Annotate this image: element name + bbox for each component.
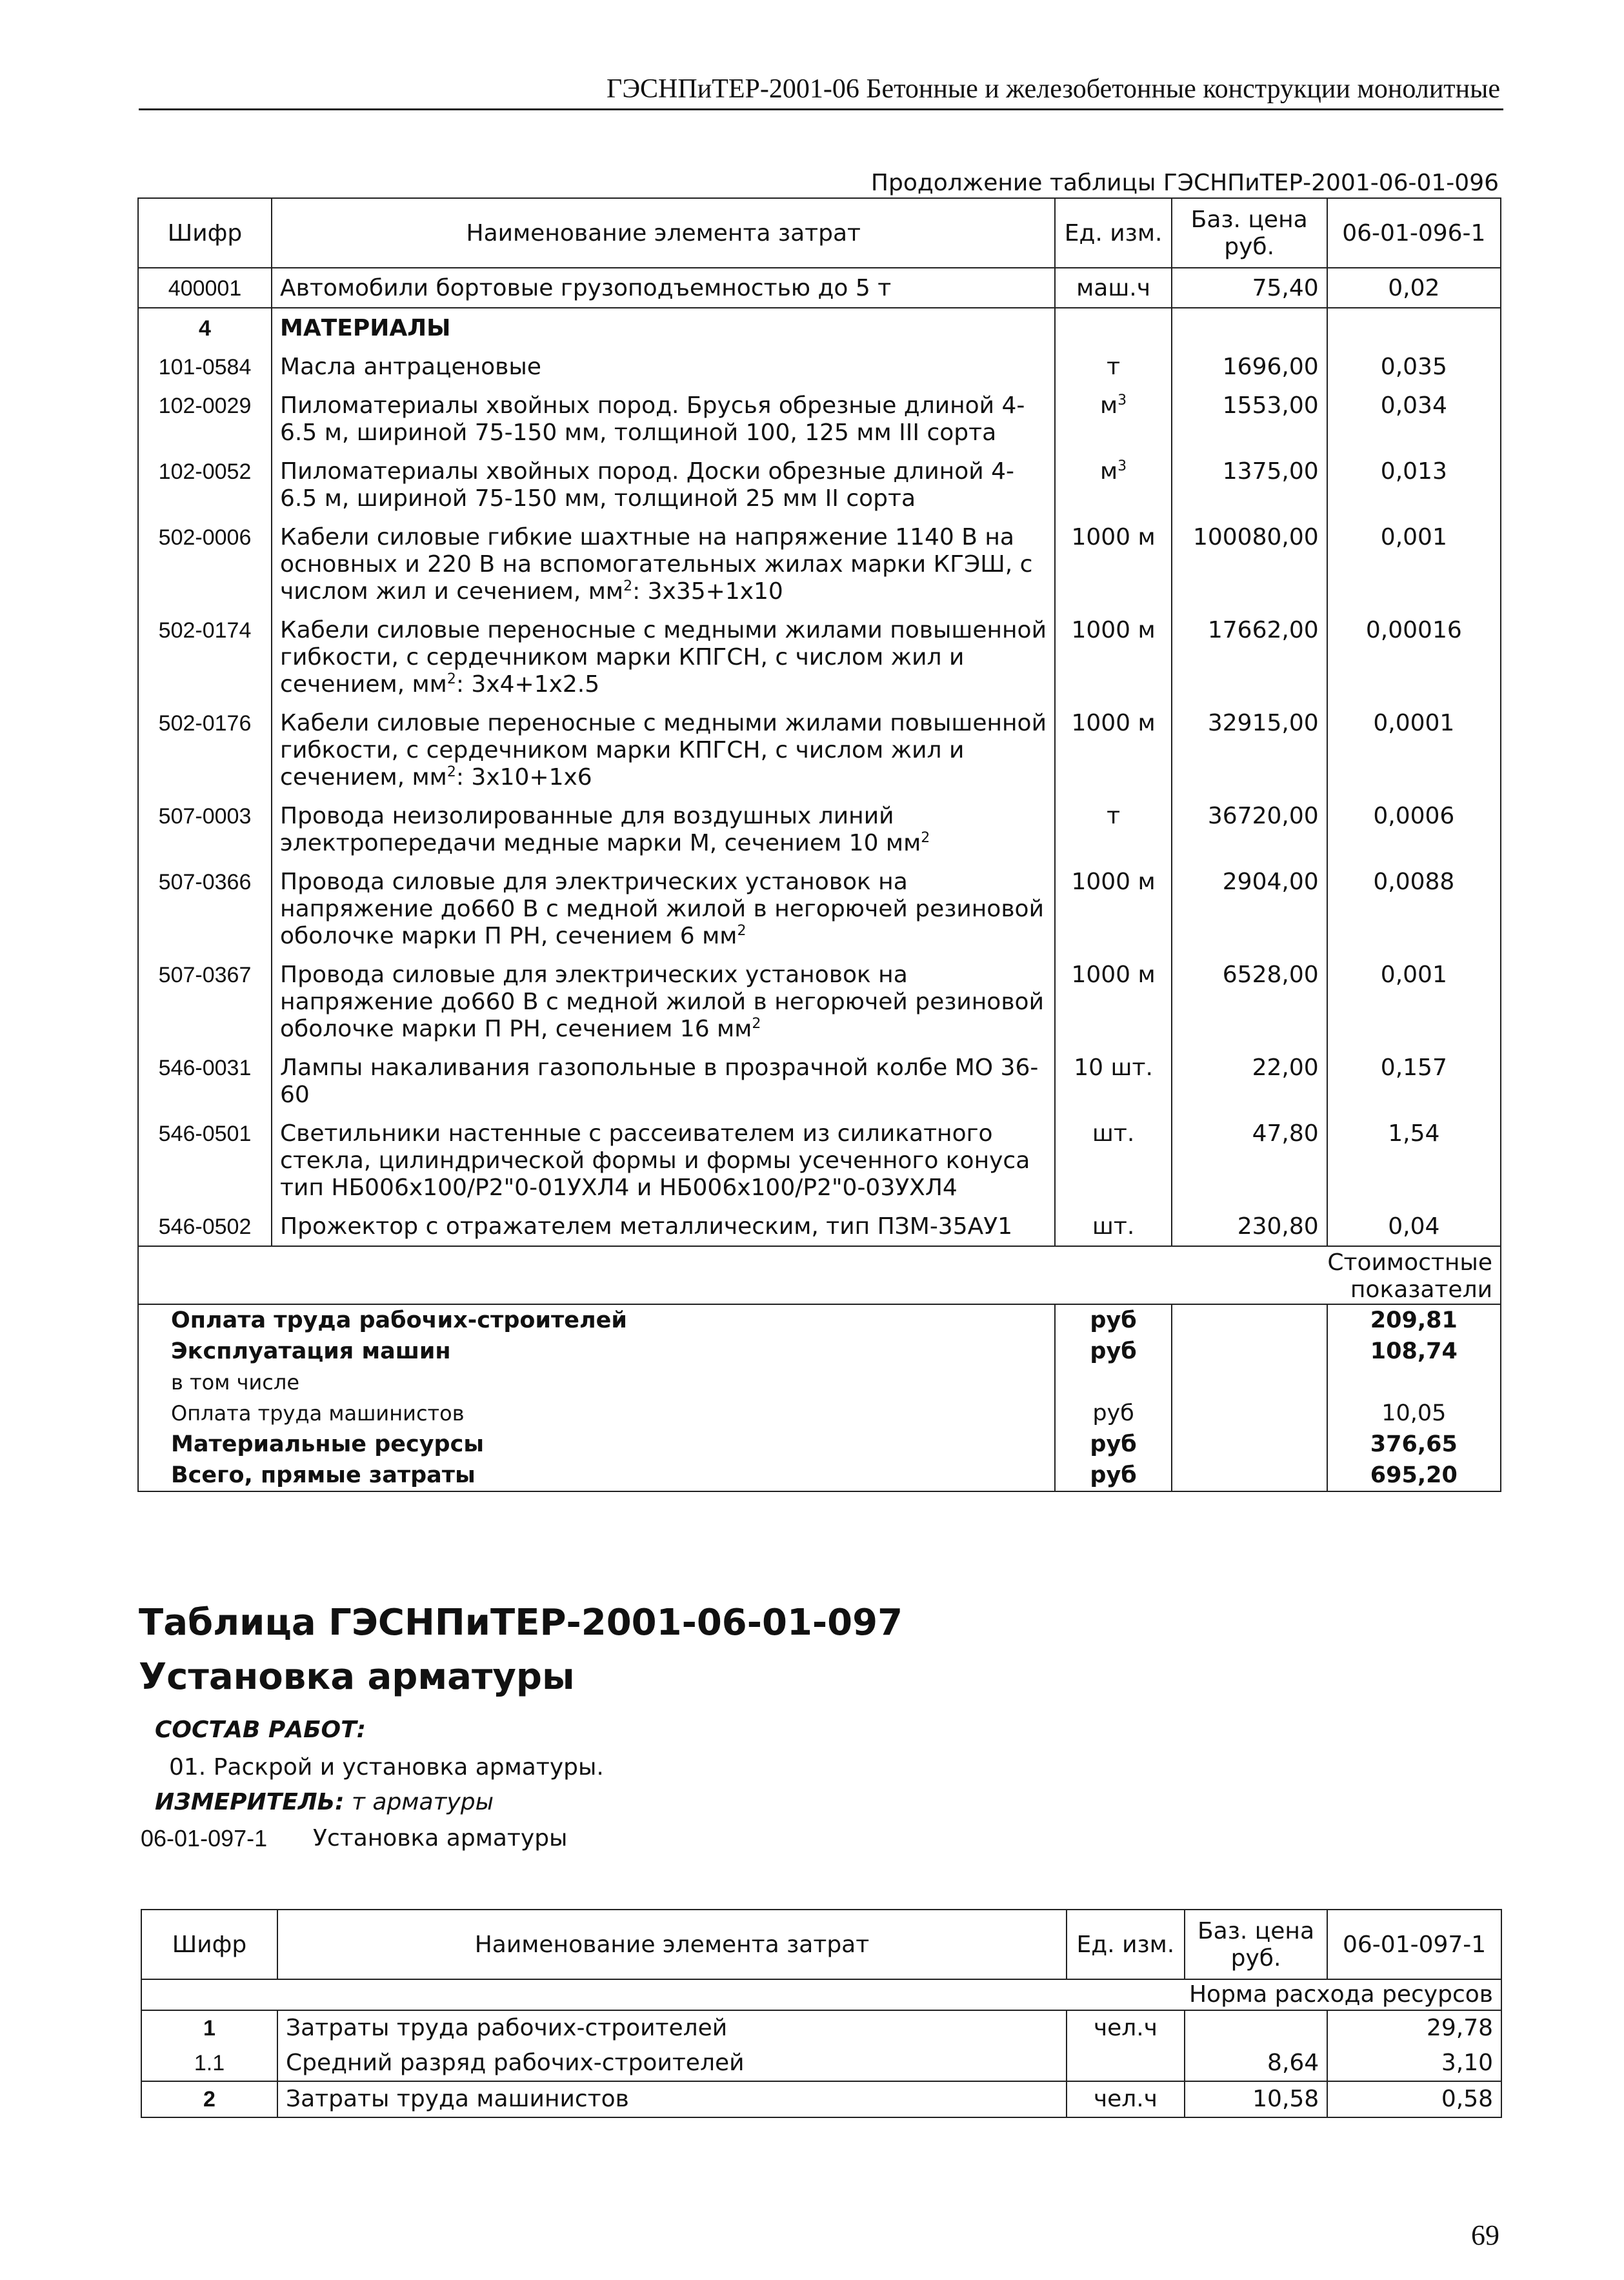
cell-price: 17662,00 bbox=[1172, 610, 1327, 703]
cell-name: Провода неизолированные для воздушных линий электропередачи медные марки М, сечением 10 $мм^2$ bbox=[272, 796, 1055, 862]
works-item: 01. Раскрой и установка арматуры. bbox=[169, 1754, 604, 1781]
summary-label: Оплата труда рабочих-строителей bbox=[138, 1304, 1055, 1336]
cell-price: 36720,00 bbox=[1172, 796, 1327, 862]
cell-unit: 1000 м bbox=[1055, 862, 1171, 955]
table-row bbox=[141, 2046, 1501, 2081]
cell-price: 230,80 bbox=[1172, 1207, 1327, 1246]
cell-name: Средний разряд рабочих-строителей bbox=[277, 2046, 1067, 2081]
table-body bbox=[141, 2010, 1501, 2117]
table-row bbox=[138, 1207, 1501, 1246]
cell-unit: чел.ч bbox=[1067, 2081, 1185, 2117]
cell-name: Прожектор с отражателем металлическим, тип ПЗМ-35АУ1 bbox=[272, 1207, 1055, 1246]
section-subtitle: Установка арматуры bbox=[139, 1656, 575, 1698]
cell-name: МАТЕРИАЛЫ bbox=[272, 308, 1055, 347]
table-row bbox=[138, 347, 1501, 386]
summary-unit: руб bbox=[1055, 1460, 1171, 1491]
cell-unit: маш.ч bbox=[1055, 268, 1171, 308]
summary-value: 209,81 bbox=[1327, 1304, 1501, 1336]
table-row bbox=[138, 268, 1501, 308]
summary-row bbox=[138, 1367, 1501, 1398]
cell-norm: 0,035 bbox=[1327, 347, 1501, 386]
cell-norm: 0,157 bbox=[1327, 1048, 1501, 1114]
table-row bbox=[138, 703, 1501, 796]
table-row bbox=[141, 2081, 1501, 2117]
cell-norm: 0,013 bbox=[1327, 452, 1501, 518]
cell-unit: чел.ч bbox=[1067, 2010, 1185, 2046]
cell-price: 22,00 bbox=[1172, 1048, 1327, 1114]
works-label: СОСТАВ РАБОТ: bbox=[155, 1717, 366, 1743]
cell-unit: т bbox=[1055, 347, 1171, 386]
rate-name: Установка арматуры bbox=[313, 1825, 568, 1851]
summary-row bbox=[138, 1398, 1501, 1429]
cell-code: 546-0031 bbox=[138, 1048, 272, 1114]
cell-code: 102-0052 bbox=[138, 452, 272, 518]
cell-name: Затраты труда машинистов bbox=[277, 2081, 1067, 2117]
summary-row bbox=[138, 1304, 1501, 1336]
table-row bbox=[138, 308, 1501, 347]
cell-unit: $м^3$ bbox=[1055, 386, 1171, 452]
cell-norm bbox=[1327, 308, 1501, 347]
cell-unit: 1000 м bbox=[1055, 518, 1171, 610]
cell-unit: т bbox=[1055, 796, 1171, 862]
col-header-norm: 06-01-097-1 bbox=[1327, 1910, 1501, 1979]
cell-code: 102-0029 bbox=[138, 386, 272, 452]
summary-label: Оплата труда машинистов bbox=[138, 1398, 1055, 1429]
cell-unit: 1000 м bbox=[1055, 955, 1171, 1048]
cell-code: 502-0174 bbox=[138, 610, 272, 703]
page-number: 69 bbox=[1471, 2219, 1499, 2251]
summary-label: Материальные ресурсы bbox=[138, 1429, 1055, 1460]
table-row bbox=[138, 1048, 1501, 1114]
summary-unit: руб bbox=[1055, 1336, 1171, 1367]
cell-norm: 0,04 bbox=[1327, 1207, 1501, 1246]
cell-unit: шт. bbox=[1055, 1207, 1171, 1246]
meter-label: ИЗМЕРИТЕЛЬ: bbox=[155, 1789, 345, 1815]
cell-name: Кабели силовые переносные с медными жилами повышенной гибкости, с сердечником марки КПГСН, с числом жил и сечением, $мм^2$: 3х10+1х6 bbox=[272, 703, 1055, 796]
summary-value: 10,05 bbox=[1327, 1398, 1501, 1429]
rate-code: 06-01-097-1 bbox=[141, 1825, 268, 1851]
cell-price bbox=[1185, 2010, 1327, 2046]
cell-norm: 0,0006 bbox=[1327, 796, 1501, 862]
table-row bbox=[138, 610, 1501, 703]
summary-value bbox=[1327, 1367, 1501, 1398]
col-header-norm: 06-01-096-1 bbox=[1327, 198, 1501, 268]
cell-norm: 0,0088 bbox=[1327, 862, 1501, 955]
cell-unit bbox=[1055, 308, 1171, 347]
cell-name: Светильники настенные с рассеивателем из силикатного стекла, цилиндрической формы и формы усеченного конуса тип НБ006х100/Р2"0-01УХЛ4 и НБ006х100/Р2"0-03УХЛ4 bbox=[272, 1114, 1055, 1207]
cell-price: 32915,00 bbox=[1172, 703, 1327, 796]
cell-norm: 3,10 bbox=[1327, 2046, 1501, 2081]
summary-row bbox=[138, 1429, 1501, 1460]
cell-norm: 0,001 bbox=[1327, 518, 1501, 610]
table-row bbox=[138, 518, 1501, 610]
table-row bbox=[138, 955, 1501, 1048]
cell-name: Автомобили бортовые грузоподъемностью до 5 т bbox=[272, 268, 1055, 308]
summary-value: 376,65 bbox=[1327, 1429, 1501, 1460]
table-row bbox=[138, 862, 1501, 955]
cell-name: Лампы накаливания газопольные в прозрачной колбе МО 36-60 bbox=[272, 1048, 1055, 1114]
col-header-unit: Ед. изм. bbox=[1067, 1910, 1185, 1979]
cell-price: 6528,00 bbox=[1172, 955, 1327, 1048]
cell-price: 10,58 bbox=[1185, 2081, 1327, 2117]
cell-code: 4 bbox=[138, 308, 272, 347]
table-row bbox=[138, 1114, 1501, 1207]
summary-label: в том числе bbox=[138, 1367, 1055, 1398]
cell-price: 1375,00 bbox=[1172, 452, 1327, 518]
cell-price: 1696,00 bbox=[1172, 347, 1327, 386]
continuation-caption: Продолжение таблицы ГЭСНПиТЕР-2001-06-01-096 bbox=[870, 170, 1499, 196]
col-header-name: Наименование элемента затрат bbox=[272, 198, 1055, 268]
summary-price-empty bbox=[1172, 1336, 1327, 1367]
summary-row bbox=[138, 1336, 1501, 1367]
section-title: Таблица ГЭСНПиТЕР-2001-06-01-097 bbox=[139, 1602, 903, 1644]
table-row bbox=[138, 796, 1501, 862]
cell-code: 502-0006 bbox=[138, 518, 272, 610]
summary-unit bbox=[1055, 1367, 1171, 1398]
cell-unit: 1000 м bbox=[1055, 610, 1171, 703]
summary-row bbox=[138, 1460, 1501, 1491]
cell-norm: 0,02 bbox=[1327, 268, 1501, 308]
cell-code: 101-0584 bbox=[138, 347, 272, 386]
summary-value: 695,20 bbox=[1327, 1460, 1501, 1491]
cell-name: Масла антраценовые bbox=[272, 347, 1055, 386]
cell-unit: шт. bbox=[1055, 1114, 1171, 1207]
table-row bbox=[138, 386, 1501, 452]
summary-value: 108,74 bbox=[1327, 1336, 1501, 1367]
cell-code: 507-0003 bbox=[138, 796, 272, 862]
cell-price: 75,40 bbox=[1172, 268, 1327, 308]
col-header-price: Баз. цена руб. bbox=[1185, 1910, 1327, 1979]
cell-unit: 10 шт. bbox=[1055, 1048, 1171, 1114]
cell-unit bbox=[1067, 2046, 1185, 2081]
cell-code: 400001 bbox=[138, 268, 272, 308]
summary-block bbox=[138, 1304, 1501, 1491]
cell-norm: 0,001 bbox=[1327, 955, 1501, 1048]
cell-norm: 0,0001 bbox=[1327, 703, 1501, 796]
cell-norm: 0,58 bbox=[1327, 2081, 1501, 2117]
table-body bbox=[138, 268, 1501, 1246]
summary-label: Всего, прямые затраты bbox=[138, 1460, 1055, 1491]
cell-code: 2 bbox=[141, 2081, 277, 2117]
cell-name: Затраты труда рабочих-строителей bbox=[277, 2010, 1067, 2046]
cost-caption: Стоимостные показатели bbox=[1172, 1246, 1501, 1304]
cost-table-097 bbox=[141, 1909, 1502, 2118]
table-row bbox=[138, 452, 1501, 518]
cell-code: 502-0176 bbox=[138, 703, 272, 796]
summary-price-empty bbox=[1172, 1460, 1327, 1491]
summary-price-empty bbox=[1172, 1304, 1327, 1336]
col-header-code: Шифр bbox=[138, 198, 272, 268]
cell-price: 100080,00 bbox=[1172, 518, 1327, 610]
cell-name: Кабели силовые гибкие шахтные на напряжение 1140 В на основных и 220 В на вспомогательных жилах марки КГЭШ, с числом жил и сечением, $мм^2$: 3х35+1х10 bbox=[272, 518, 1055, 610]
col-header-price: Баз. цена руб. bbox=[1172, 198, 1327, 268]
col-header-code: Шифр bbox=[141, 1910, 277, 1979]
col-header-unit: Ед. изм. bbox=[1055, 198, 1171, 268]
cell-code: 507-0366 bbox=[138, 862, 272, 955]
cell-name: Провода силовые для электрических установок на напряжение до660 В с медной жилой в негорючей резиновой оболочке марки П РН, сечением 16 $мм^2$ bbox=[272, 955, 1055, 1048]
cell-name: Пиломатериалы хвойных пород. Брусья обрезные длиной 4-6.5 м, шириной 75-150 мм, толщиной 100, 125 мм III сорта bbox=[272, 386, 1055, 452]
cell-unit: $м^3$ bbox=[1055, 452, 1171, 518]
cell-unit: 1000 м bbox=[1055, 703, 1171, 796]
cell-code: 546-0501 bbox=[138, 1114, 272, 1207]
summary-unit: руб bbox=[1055, 1429, 1171, 1460]
cell-price: 1553,00 bbox=[1172, 386, 1327, 452]
cell-code: 1.1 bbox=[141, 2046, 277, 2081]
cell-price: 2904,00 bbox=[1172, 862, 1327, 955]
col-header-name: Наименование элемента затрат bbox=[277, 1910, 1067, 1979]
summary-label: Эксплуатация машин bbox=[138, 1336, 1055, 1367]
header-rule bbox=[139, 108, 1503, 110]
summary-price-empty bbox=[1172, 1398, 1327, 1429]
cell-price: 8,64 bbox=[1185, 2046, 1327, 2081]
cell-code: 546-0502 bbox=[138, 1207, 272, 1246]
cell-norm: 0,034 bbox=[1327, 386, 1501, 452]
running-header: ГЭСНПиТЕР-2001-06 Бетонные и железобетонные конструкции монолитные bbox=[606, 74, 1500, 104]
summary-price-empty bbox=[1172, 1367, 1327, 1398]
cell-norm: 0,00016 bbox=[1327, 610, 1501, 703]
cell-name: Кабели силовые переносные с медными жилами повышенной гибкости, с сердечником марки КПГСН, с числом жил и сечением, $мм^2$: 3х4+1х2.5 bbox=[272, 610, 1055, 703]
cost-table-096 bbox=[137, 197, 1501, 1492]
cell-code: 507-0367 bbox=[138, 955, 272, 1048]
cell-norm: 29,78 bbox=[1327, 2010, 1501, 2046]
cell-price bbox=[1172, 308, 1327, 347]
meter-value: т арматуры bbox=[351, 1789, 494, 1815]
cell-price: 47,80 bbox=[1172, 1114, 1327, 1207]
cell-code: 1 bbox=[141, 2010, 277, 2046]
table-row bbox=[141, 2010, 1501, 2046]
summary-unit: руб bbox=[1055, 1398, 1171, 1429]
summary-unit: руб bbox=[1055, 1304, 1171, 1336]
cell-norm: 1,54 bbox=[1327, 1114, 1501, 1207]
norm-caption: Норма расхода ресурсов bbox=[141, 1979, 1501, 2010]
summary-price-empty bbox=[1172, 1429, 1327, 1460]
cell-name: Пиломатериалы хвойных пород. Доски обрезные длиной 4-6.5 м, шириной 75-150 мм, толщиной 25 мм II сорта bbox=[272, 452, 1055, 518]
cell-name: Провода силовые для электрических установок на напряжение до660 В с медной жилой в негорючей резиновой оболочке марки П РН, сечением 6 $мм^2$ bbox=[272, 862, 1055, 955]
